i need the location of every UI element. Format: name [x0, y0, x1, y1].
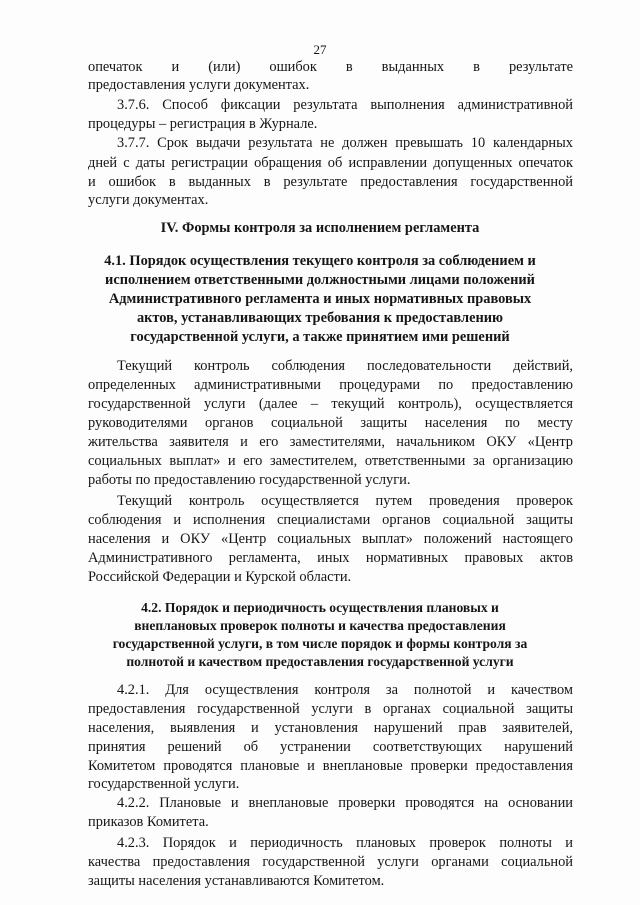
text-line: 3.7.7. Срок выдачи результата не должен превышать 10 календарных	[117, 135, 573, 151]
subsection-heading: Административного регламента и иных нормативных правовых	[108, 291, 532, 307]
text-line: опечаток и (или) ошибок в выданных в результате	[88, 59, 573, 75]
page-number: 27	[313, 42, 327, 57]
text-line: и ошибок в выданных в результате предоставления государственной	[88, 174, 573, 190]
text-line: населения, выявления и установления нарушений прав заявителей,	[88, 720, 573, 736]
text-line: населения и ОКУ «Центр социальных выплат» положений настоящего	[88, 531, 573, 547]
text-line: предоставления государственной услуги в органах социальной защиты	[88, 701, 573, 717]
text-line: Текущий контроль осуществляется путем проведения проверок	[117, 493, 573, 509]
text-line: Административного регламента, иных нормативных правовых актов	[88, 550, 573, 566]
subsection-heading: актов, устанавливающих требования к предоставлению	[136, 310, 504, 326]
text-line: Комитетом проводятся плановые и внеплановые проверки предоставления	[88, 758, 573, 774]
text-line: соблюдения и исполнения специалистами органов социальной защиты	[88, 512, 573, 528]
text-line: предоставления услуги документах.	[88, 77, 310, 93]
text-line: работы по предоставлению государственной услуги.	[88, 472, 411, 488]
text-line: руководителями органов социальной защиты населения по месту	[88, 415, 573, 431]
text-line: дней с даты регистрации обращения об исправлении допущенных опечаток	[88, 155, 573, 171]
text-line: процедуры – регистрация в Журнале.	[88, 116, 318, 132]
text-line: 4.2.2. Плановые и внеплановые проверки проводятся на основании	[117, 795, 573, 811]
text-line: защиты населения устанавливаются Комитетом.	[88, 873, 385, 889]
text-line: приказов Комитета.	[88, 814, 209, 830]
subsection-heading: 4.2. Порядок и периодичность осуществления плановых и	[141, 600, 499, 615]
text-line: 3.7.6. Способ фиксации результата выполнения административной	[117, 97, 573, 113]
subsection-heading: 4.1. Порядок осуществления текущего контроля за соблюдением и	[104, 253, 536, 269]
text-line: определенных административными процедурами по предоставлению	[88, 377, 573, 393]
subsection-heading: государственной услуги, а также принятием ими решений	[130, 329, 510, 345]
text-line: государственной услуги.	[88, 776, 240, 792]
subsection-heading: государственной услуги, в том числе порядок и формы контроля за	[112, 636, 528, 651]
text-line: принятия решений об устранении соответствующих нарушений	[88, 739, 573, 755]
subsection-heading: внеплановых проверок полноты и качества предоставления	[134, 618, 506, 633]
subsection-heading: исполнением ответственными должностными лицами положений	[105, 272, 535, 288]
text-line: качества предоставления государственной услуги органами социальной	[88, 854, 573, 870]
text-line: услуги документах.	[88, 192, 209, 208]
section-title: IV. Формы контроля за исполнением регламента	[160, 220, 480, 236]
text-line: социальных выплат» и его заместителем, ответственными за организацию	[88, 453, 573, 469]
subsection-heading: полнотой и качеством предоставления государственной услуги	[126, 654, 514, 669]
text-line: жительства заявителя и его заместителями, начальником ОКУ «Центр	[88, 434, 573, 450]
text-line: 4.2.3. Порядок и периодичность плановых проверок полноты и	[117, 835, 573, 851]
text-line: Российской Федерации и Курской области.	[88, 569, 352, 585]
text-line: Текущий контроль соблюдения последовательности действий,	[117, 358, 573, 374]
text-line: 4.2.1. Для осуществления контроля за полнотой и качеством	[117, 682, 573, 698]
text-line: государственной услуги (далее – текущий контроль), осуществляется	[88, 396, 573, 412]
